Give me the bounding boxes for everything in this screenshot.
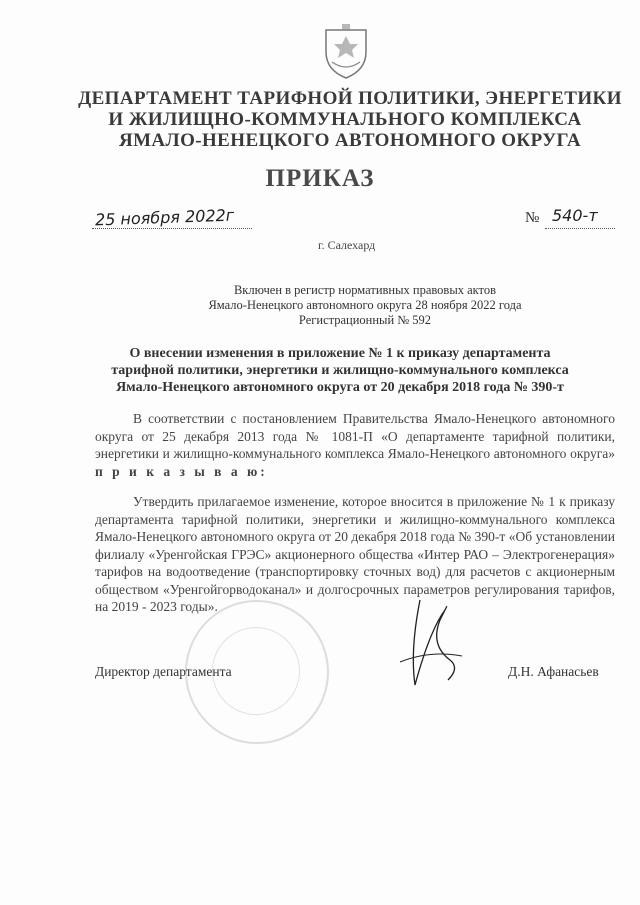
number-label: №	[525, 210, 540, 226]
department-name-line-1: ДЕПАРТАМЕНТ ТАРИФНОЙ ПОЛИТИКИ, ЭНЕРГЕТИКИ	[78, 88, 622, 109]
body-paragraph-1	[95, 410, 615, 480]
body-paragraph-2	[95, 493, 615, 616]
signer-name: Д.Н. Афанасьев	[508, 664, 599, 679]
coat-of-arms-icon	[320, 22, 372, 82]
subject-line-1: О внесении изменения в приложение № 1 к приказу департамента	[129, 346, 551, 361]
document-title: ПРИКАЗ	[265, 165, 375, 192]
department-name-line-3: ЯМАЛО-НЕНЕЦКОГО АВТОНОМНОГО ОКРУГА	[118, 130, 582, 151]
registration-note	[0, 283, 640, 328]
signer-title: Директор департамента	[95, 664, 232, 679]
city: г. Салехард	[318, 238, 376, 252]
document-subject	[50, 345, 630, 396]
handwritten-number: 540-т	[552, 206, 598, 225]
number-underline	[545, 228, 615, 229]
registration-line-3: Регистрационный № 592	[298, 313, 432, 327]
department-name-line-2: И ЖИЛИЩНО-КОММУНАЛЬНОГО КОМПЛЕКСА	[108, 109, 582, 130]
subject-line-3: Ямало-Ненецкого автономного округа от 20 декабря 2018 года № 390-т	[116, 380, 564, 395]
date-underline	[92, 228, 252, 229]
handwritten-date: 25 ноября 2022г	[94, 205, 235, 230]
handwritten-signature	[390, 590, 470, 700]
order-word: п р и к а з ы в а ю:	[95, 463, 268, 479]
registration-line-1: Включен в регистр нормативных правовых актов	[233, 283, 497, 297]
subject-line-2: тарифной политики, энергетики и жилищно-коммунального комплекса	[111, 363, 569, 378]
paragraph-2-text: Утвердить прилагаемое изменение, которое вносится в приложение № 1 к приказу департамента тарифной политики, энергетики и жилищно-коммунального комплекса Ямало-Ненецкого автономного округа от 20 декабря 2018 года № 390-т «Об установлении филиалу «Уренгойская ГРЭС» акционерного общества «Интер РАО – Электрогенерация» тарифов на водоотведение (транспортировку сточных вод) для расчетов с акционерным обществом «Уренгойгорводоканал» и долгосрочных параметров регулирования тарифов, на 2019 - 2023 годы».	[95, 494, 615, 614]
paragraph-1-text: В соответствии с постановлением Правительства Ямало-Ненецкого автономного округа от 25 декабря 2013 года № 1081-П «О департаменте тарифной политики, энергетики и жилищно-коммунального комплекса Ямало-Ненецкого автономного округа»	[95, 411, 615, 461]
registration-line-2: Ямало-Ненецкого автономного округа 28 ноября 2022 года	[208, 298, 522, 312]
